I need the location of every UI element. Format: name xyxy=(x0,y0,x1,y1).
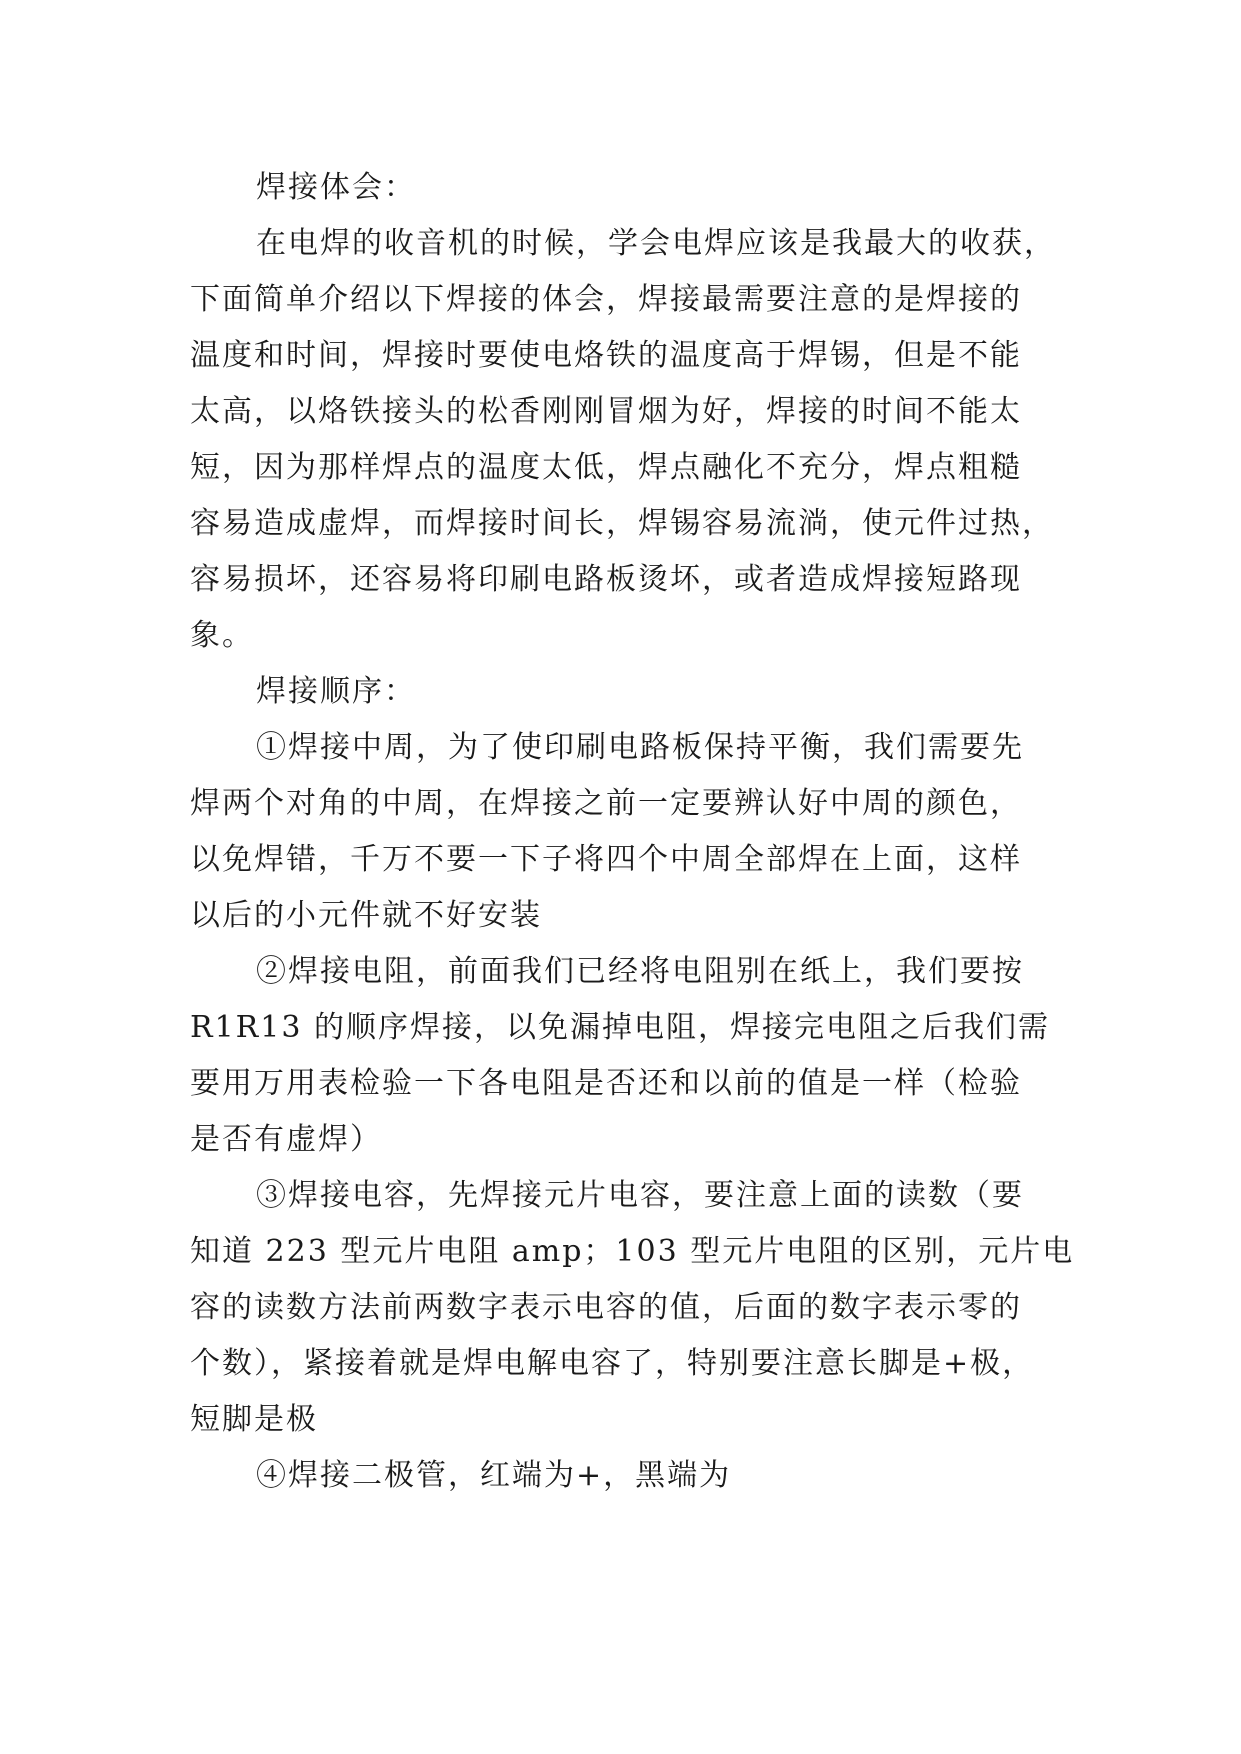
paragraph-line: 知道 223 型元片电阻 amp；103 型元片电阻的区别，元片电 xyxy=(190,1234,1075,1269)
paragraph-line: 下面简单介绍以下焊接的体会，焊接最需要注意的是焊接的 xyxy=(190,282,1022,317)
paragraph-line: 温度和时间，焊接时要使电烙铁的温度高于焊锡，但是不能 xyxy=(190,338,1022,373)
paragraph-line: 象。 xyxy=(190,618,254,653)
document-body xyxy=(190,160,1090,1504)
section-heading: 焊接顺序： xyxy=(256,674,416,709)
paragraph-line: 容的读数方法前两数字表示电容的值，后面的数字表示零的 xyxy=(190,1290,1022,1325)
paragraph-line: 以后的小元件就不好安装 xyxy=(190,898,542,933)
paragraph-line: 是否有虚焊） xyxy=(190,1122,382,1157)
paragraph-line: 容易损坏，还容易将印刷电路板烫坏，或者造成焊接短路现 xyxy=(190,562,1022,597)
paragraph-line: 太高，以烙铁接头的松香刚刚冒烟为好，焊接的时间不能太 xyxy=(190,394,1022,429)
paragraph-line: 短脚是极 xyxy=(190,1402,318,1437)
paragraph-line: ③焊接电容，先焊接元片电容，要注意上面的读数（要 xyxy=(256,1178,1024,1213)
section-heading: 焊接体会： xyxy=(256,170,416,205)
paragraph-line: 以免焊错，千万不要一下子将四个中周全部焊在上面，这样 xyxy=(190,842,1022,877)
paragraph-line: 在电焊的收音机的时候，学会电焊应该是我最大的收获， xyxy=(256,226,1056,261)
paragraph-line: 个数），紧接着就是焊电解电容了，特别要注意长脚是+极， xyxy=(190,1346,1035,1381)
paragraph-line: 要用万用表检验一下各电阻是否还和以前的值是一样（检验 xyxy=(190,1066,1022,1101)
paragraph-line: R1R13 的顺序焊接，以免漏掉电阻，焊接完电阻之后我们需 xyxy=(190,1010,1050,1045)
paragraph-line: ②焊接电阻，前面我们已经将电阻别在纸上，我们要按 xyxy=(256,954,1024,989)
paragraph-line: 容易造成虚焊，而焊接时间长，焊锡容易流淌，使元件过热， xyxy=(190,506,1054,541)
paragraph-line: ①焊接中周，为了使印刷电路板保持平衡，我们需要先 xyxy=(256,730,1024,765)
paragraph-line: ④焊接二极管，红端为+，黑端为 xyxy=(256,1458,732,1493)
paragraph-line: 短，因为那样焊点的温度太低，焊点融化不充分，焊点粗糙 xyxy=(190,450,1022,485)
paragraph-line: 焊两个对角的中周，在焊接之前一定要辨认好中周的颜色， xyxy=(190,786,1022,821)
